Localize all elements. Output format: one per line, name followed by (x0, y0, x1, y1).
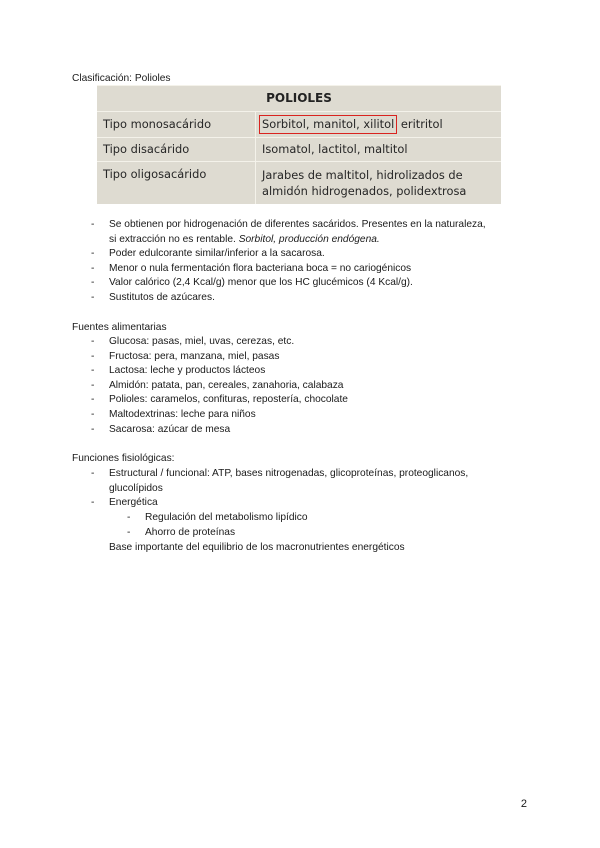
list-item (91, 408, 531, 423)
table-cell-line: Jarabes de maltitol, hidrolizados de (262, 167, 463, 182)
table-cell-value (256, 112, 502, 138)
list-item-text: Sustitutos de azúcares. (109, 291, 215, 303)
table-cell-value (256, 162, 502, 205)
dash-bullet: - (91, 408, 95, 420)
list-item (127, 526, 527, 541)
table-title: POLIOLES (97, 86, 501, 112)
list-item (91, 350, 531, 365)
list-item (91, 364, 531, 379)
list-item-text: Regulación del metabolismo lipídico (145, 512, 308, 523)
dash-bullet: - (91, 219, 95, 230)
list-item-text: Maltodextrinas: leche para niños (109, 408, 256, 420)
section-heading-funciones: Funciones fisiológicas: (72, 453, 175, 464)
table-cell-tipo: Tipo disacárido (97, 138, 256, 162)
list-item-text: Menor o nula fermentación flora bacteriana boca = no cariogénicos (109, 262, 412, 274)
table-row (97, 162, 501, 205)
page-number: 2 (520, 798, 527, 810)
dash-bullet: - (91, 277, 95, 289)
dash-bullet: - (91, 423, 95, 435)
italic-note: Sorbitol, producción endógena. (238, 233, 380, 245)
dash-bullet: - (127, 512, 131, 523)
dash-bullet: - (91, 497, 95, 509)
list-item (91, 291, 531, 306)
dash-bullet: - (91, 468, 95, 479)
dash-bullet: - (91, 262, 95, 274)
dash-bullet: - (127, 526, 131, 538)
list-item-text: Sacarosa: azúcar de mesa (109, 423, 231, 435)
table-row (97, 112, 501, 138)
dash-bullet: - (91, 365, 95, 377)
dash-bullet: - (91, 379, 95, 391)
list-item (91, 496, 531, 511)
table-row (97, 138, 501, 162)
base-note: Base importante del equilibrio de los macronutrientes energéticos (109, 542, 405, 553)
table-cell-tipo: Tipo monosacárido (97, 112, 256, 138)
list-item-line (109, 233, 531, 248)
table-cell-value: Isomatol, lactitol, maltitol (256, 138, 502, 162)
list-item-text: Glucosa: pasas, miel, uvas, cerezas, etc. (109, 336, 295, 347)
dash-bullet: - (91, 350, 95, 362)
list-item-text: Valor calórico (2,4 Kcal/g) menor que los HC glucémicos (4 Kcal/g). (109, 277, 413, 289)
dash-bullet: - (91, 394, 95, 406)
funciones-list (91, 467, 531, 511)
dash-bullet: - (91, 248, 95, 260)
polioles-table (97, 85, 501, 204)
list-item (91, 276, 531, 291)
list-item (91, 262, 531, 277)
list-item-line: glucolípidos (109, 482, 163, 494)
fuentes-list (91, 335, 531, 437)
list-item (91, 393, 531, 408)
list-item (91, 247, 531, 262)
list-item-text: Energética (109, 497, 158, 509)
list-item-text: Poder edulcorante similar/inferior a la sacarosa. (109, 248, 325, 260)
list-item (91, 218, 531, 247)
highlighted-polioles: Sorbitol, manitol, xilitol (259, 115, 397, 134)
list-item-line: Estructural / funcional: ATP, bases nitrogenadas, glicoproteínas, proteoglicanos, (109, 468, 469, 479)
list-item-text: Ahorro de proteínas (145, 526, 236, 538)
list-item-text: si extracción no es rentable. (109, 233, 236, 245)
list-item-text: Almidón: patata, pan, cereales, zanahoria, calabaza (109, 379, 344, 391)
table-cell-rest: eritritol (400, 117, 443, 132)
list-item-text: Lactosa: leche y productos lácteos (109, 365, 266, 377)
list-item (91, 379, 531, 394)
dash-bullet: - (91, 291, 95, 303)
list-item-text: Polioles: caramelos, confituras, repostería, chocolate (109, 394, 348, 406)
list-item (127, 511, 527, 526)
section-heading-fuentes: Fuentes alimentarias (72, 322, 167, 333)
table-cell-tipo: Tipo oligosacárido (97, 162, 256, 205)
table-cell-line: almidón hidrogenados, polidextrosa (262, 184, 467, 198)
list-item (91, 423, 531, 438)
list-item-text: Fructosa: pera, manzana, miel, pasas (109, 350, 280, 362)
list-item-line: Se obtienen por hidrogenación de diferentes sacáridos. Presentes en la naturaleza, (109, 219, 486, 230)
dash-bullet: - (91, 336, 95, 347)
list-item (91, 335, 531, 350)
list-item (91, 467, 531, 496)
energetica-sublist (127, 511, 527, 540)
section-heading-clasificacion: Clasificación: Polioles (72, 73, 171, 84)
polioles-list (91, 218, 531, 306)
